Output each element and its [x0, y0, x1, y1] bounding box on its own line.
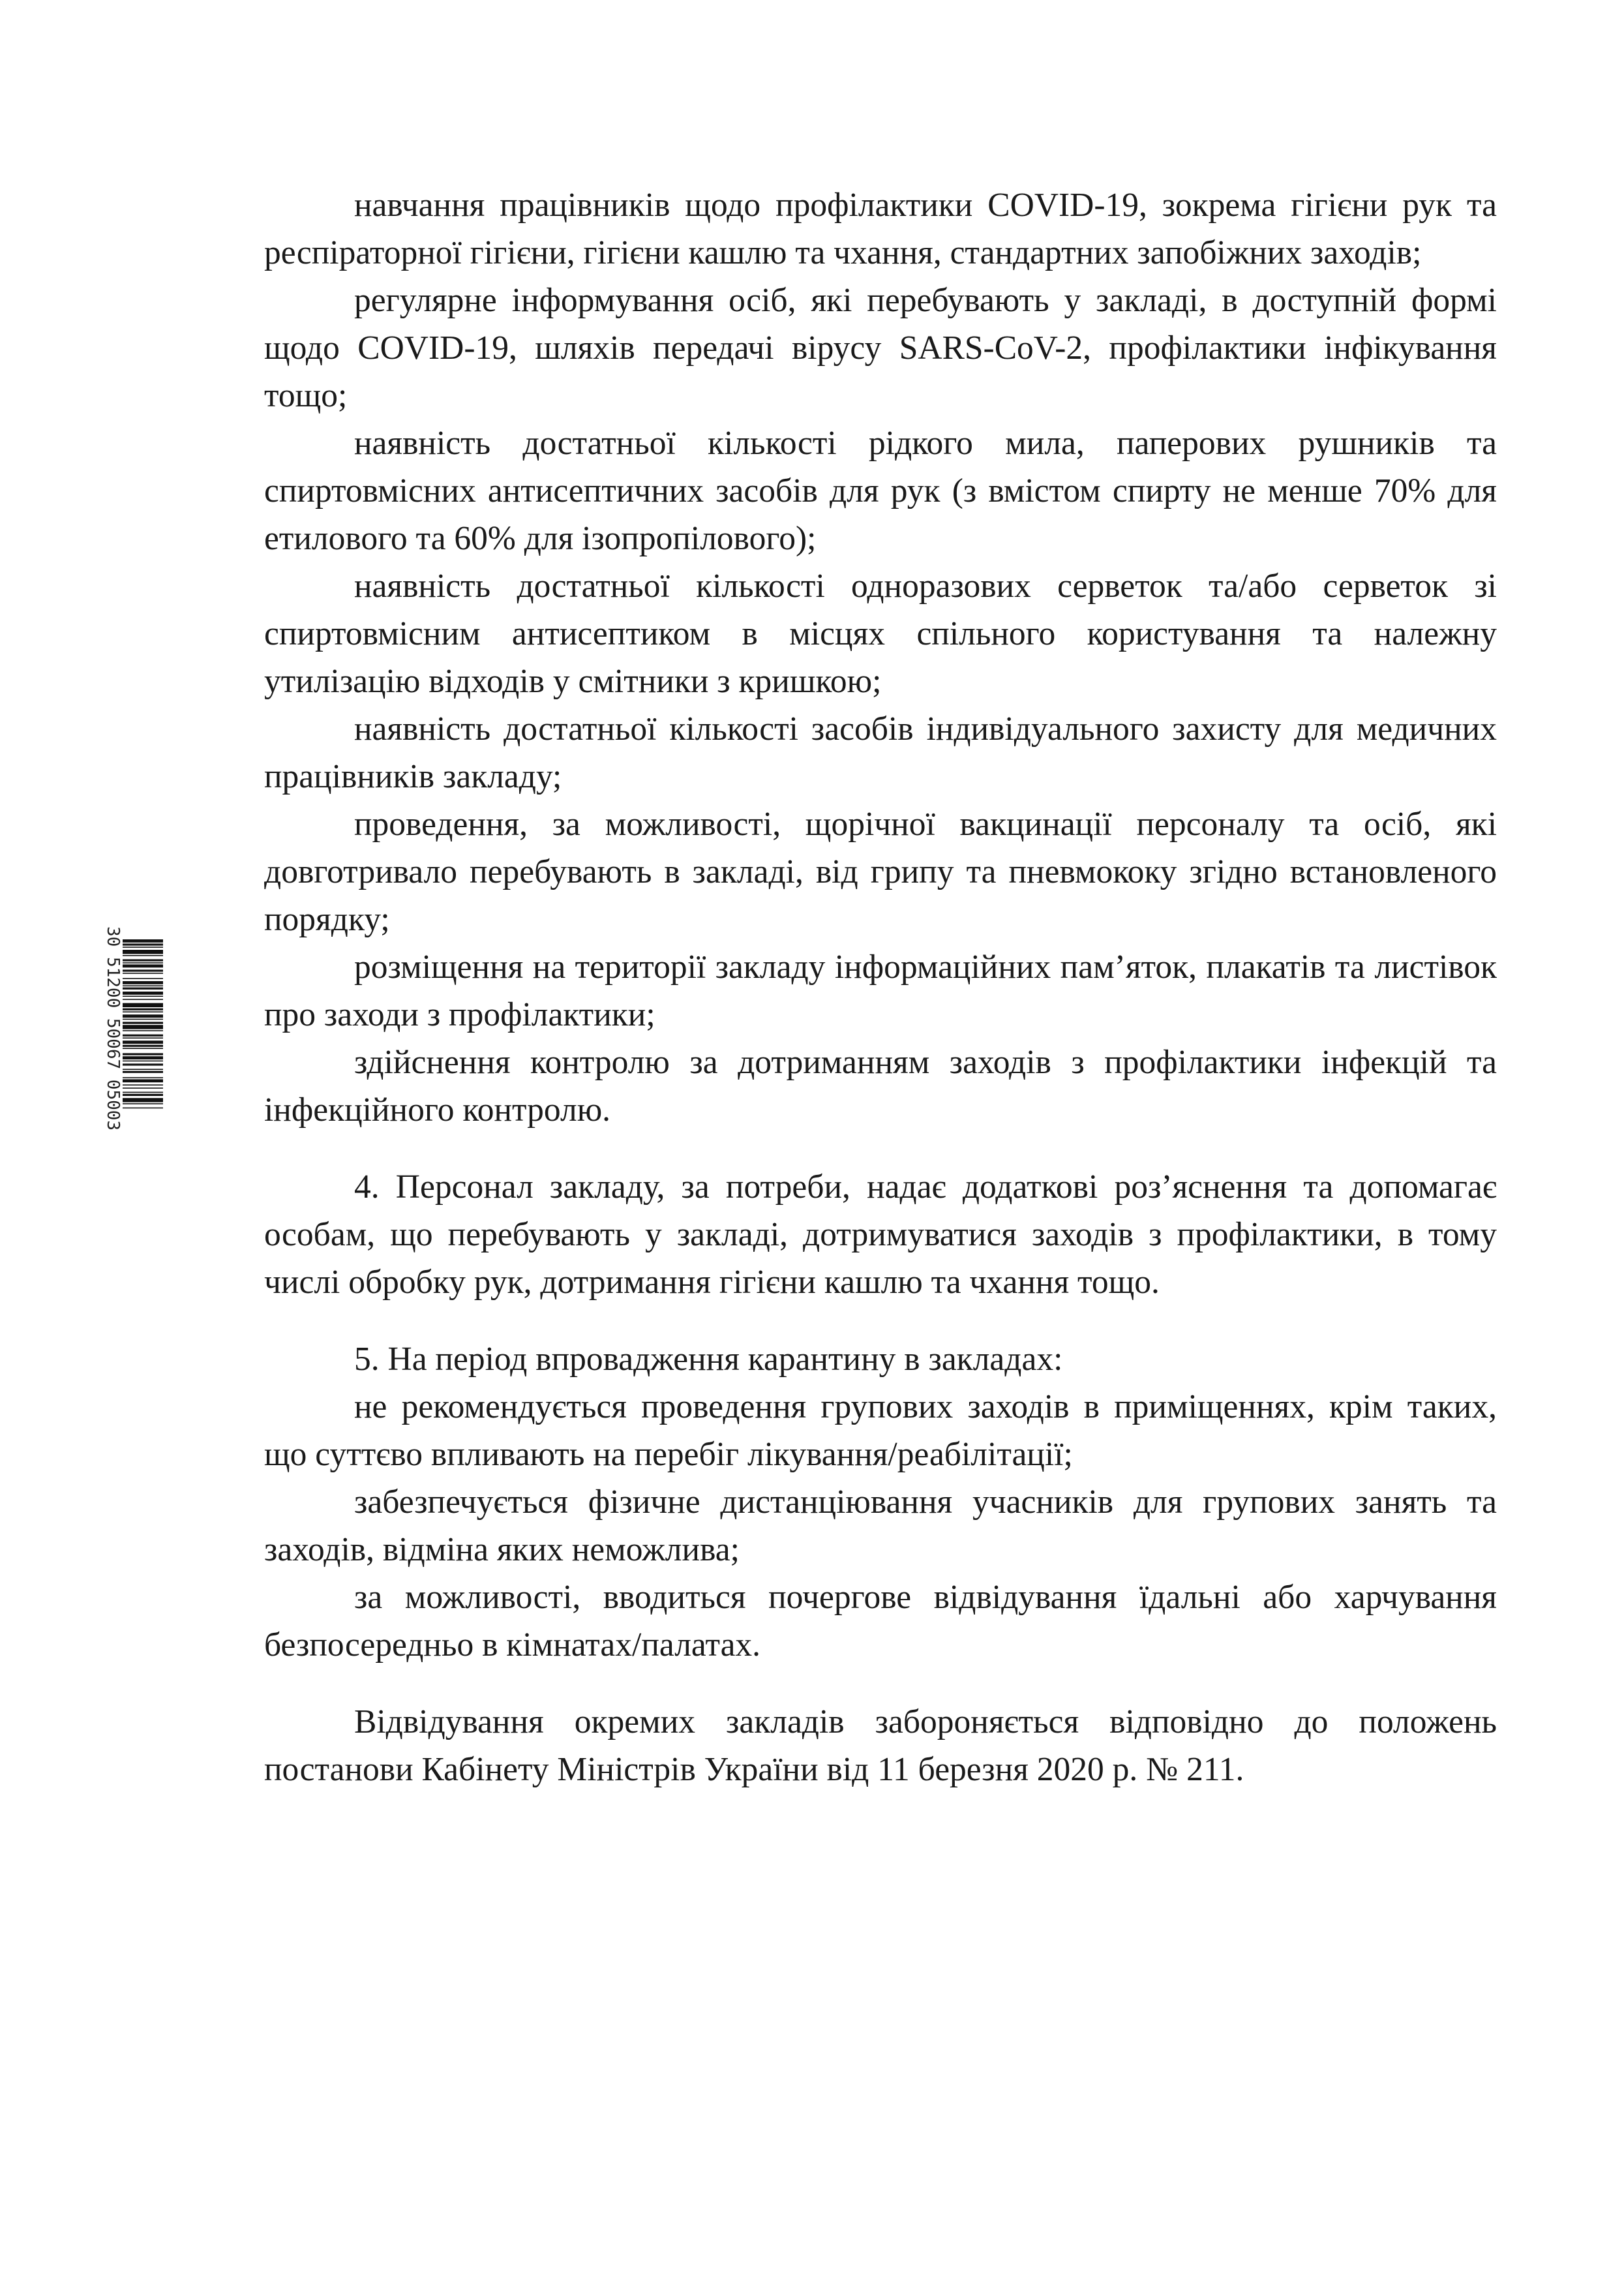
barcode-bar: [123, 1103, 163, 1104]
barcode-bar: [123, 964, 163, 967]
barcode-bar: [123, 978, 163, 979]
paragraph-posters: розміщення на території закладу інформаційних пам’яток, плакатів та листівок про заходи з профілактики;: [264, 949, 1497, 1033]
barcode-bar: [123, 1056, 163, 1059]
barcode-bar: [123, 1061, 163, 1062]
barcode-number: 30 51200 50067 05003: [103, 926, 123, 1131]
barcode-bar: [123, 1077, 163, 1078]
barcode-bar: [123, 955, 163, 956]
barcode-bar: [123, 1025, 163, 1029]
paragraph-regular-informing: регулярне інформування осіб, які перебувають у закладі, в доступній формі щодо COVID-19, шляхів передачі вірусу SARS-CoV-2, профілактики інфікування тощо;: [264, 282, 1497, 414]
paragraph-ppe: наявність достатньої кількості засобів індивідуального захисту для медичних працівників закладу;: [264, 710, 1497, 795]
barcode-bar: [123, 947, 163, 948]
barcode-bar: [123, 1030, 163, 1031]
barcode-bar: [123, 1048, 163, 1049]
barcode-bar: [123, 1108, 163, 1109]
barcode-bar: [123, 1014, 163, 1018]
barcode-bar: [123, 985, 163, 986]
barcode-bar: [123, 1087, 163, 1089]
barcode-bar: [123, 999, 163, 1000]
paragraph-dining: за можливості, вводиться почергове відвідування їдальні або харчування безпосередньо в кімнатах/палатах.: [264, 1579, 1497, 1663]
barcode-bar: [123, 1069, 163, 1070]
barcode-bar: [123, 1022, 163, 1024]
barcode-bar: [123, 995, 163, 997]
barcode-bar: [123, 992, 163, 995]
barcode-bar: [123, 950, 163, 954]
document-body: [264, 181, 1497, 1793]
paragraph-visits-prohibited: Відвідування окремих закладів забороняється відповідно до положень постанови Кабінету Міністрів України від 11 березня 2020 р. № 211.: [264, 1703, 1497, 1788]
barcode-bar: [123, 973, 163, 974]
barcode-bar: [123, 988, 163, 990]
paragraph-section-4: 4. Персонал закладу, за потреби, надає додаткові роз’яснення та допомагає особам, що перебувають у закладі, дотримуватися заходів з профілактики, в тому числі обробку рук, дотримання гігієни кашлю та чхання тощо.: [264, 1168, 1497, 1301]
paragraph-soap-and-sanitizer: наявність достатньої кількості рідкого мила, паперових рушників та спиртовмісних антисептичних засобів для рук (з вмістом спирту не менше 70% для етилового та 60% для ізопропілового);: [264, 425, 1497, 557]
barcode-bar: [123, 1079, 163, 1082]
barcode-bar: [123, 1071, 163, 1073]
barcode-bar: [123, 1045, 163, 1047]
barcode-bar: [123, 1035, 163, 1037]
barcode-bar: [123, 1063, 163, 1065]
barcode-bar: [123, 1003, 163, 1007]
barcode-bar: [123, 981, 163, 984]
barcode-bar: [123, 1011, 163, 1012]
paragraph-group-events: не рекомендується проведення групових заходів в приміщеннях, крім таких, що суттєво впливають на перебіг лікування/реабілітації;: [264, 1388, 1497, 1473]
paragraph-vaccination: проведення, за можливості, щорічної вакцинації персоналу та осіб, які довготривало перебувають в закладі, від грипу та пневмококу згідно встановленого порядку;: [264, 806, 1497, 938]
barcode-bar: [123, 1009, 163, 1010]
barcode-bar: [123, 943, 163, 945]
paragraph-napkins: наявність достатньої кількості одноразових серветок та/або серветок зі спиртовмісним антисептиком в місцях спільного користування та належну утилізацію відходів у смітники з кришкою;: [264, 568, 1497, 700]
paragraph-staff-training: навчання працівників щодо профілактики COVID-19, зокрема гігієни рук та респіраторної гігієни, гігієни кашлю та чхання, стандартних запобіжних заходів;: [264, 187, 1497, 271]
barcode: [83, 926, 155, 1259]
barcode-bar: [123, 1040, 163, 1044]
barcode-bar: [123, 1092, 163, 1093]
barcode-bar: [123, 939, 163, 943]
barcode-bars: [123, 939, 168, 1226]
barcode-bar: [123, 969, 163, 971]
barcode-bar: [123, 962, 163, 964]
barcode-bar: [123, 959, 163, 961]
paragraph-physical-distancing: забезпечується фізичне дистанціювання учасників для групових занять та заходів, відміна яких неможлива;: [264, 1483, 1497, 1568]
paragraph-section-5-heading: 5. На період впровадження карантину в закладах:: [354, 1341, 1063, 1378]
paragraph-infection-control: здійснення контролю за дотриманням заходів з профілактики інфекцій та інфекційного контролю.: [264, 1044, 1497, 1129]
barcode-bar: [123, 1098, 163, 1102]
barcode-bar: [123, 1094, 163, 1096]
barcode-bar: [123, 1019, 163, 1020]
barcode-bar: [123, 1084, 163, 1086]
barcode-bar: [123, 1053, 163, 1055]
barcode-bar: [123, 1037, 163, 1039]
